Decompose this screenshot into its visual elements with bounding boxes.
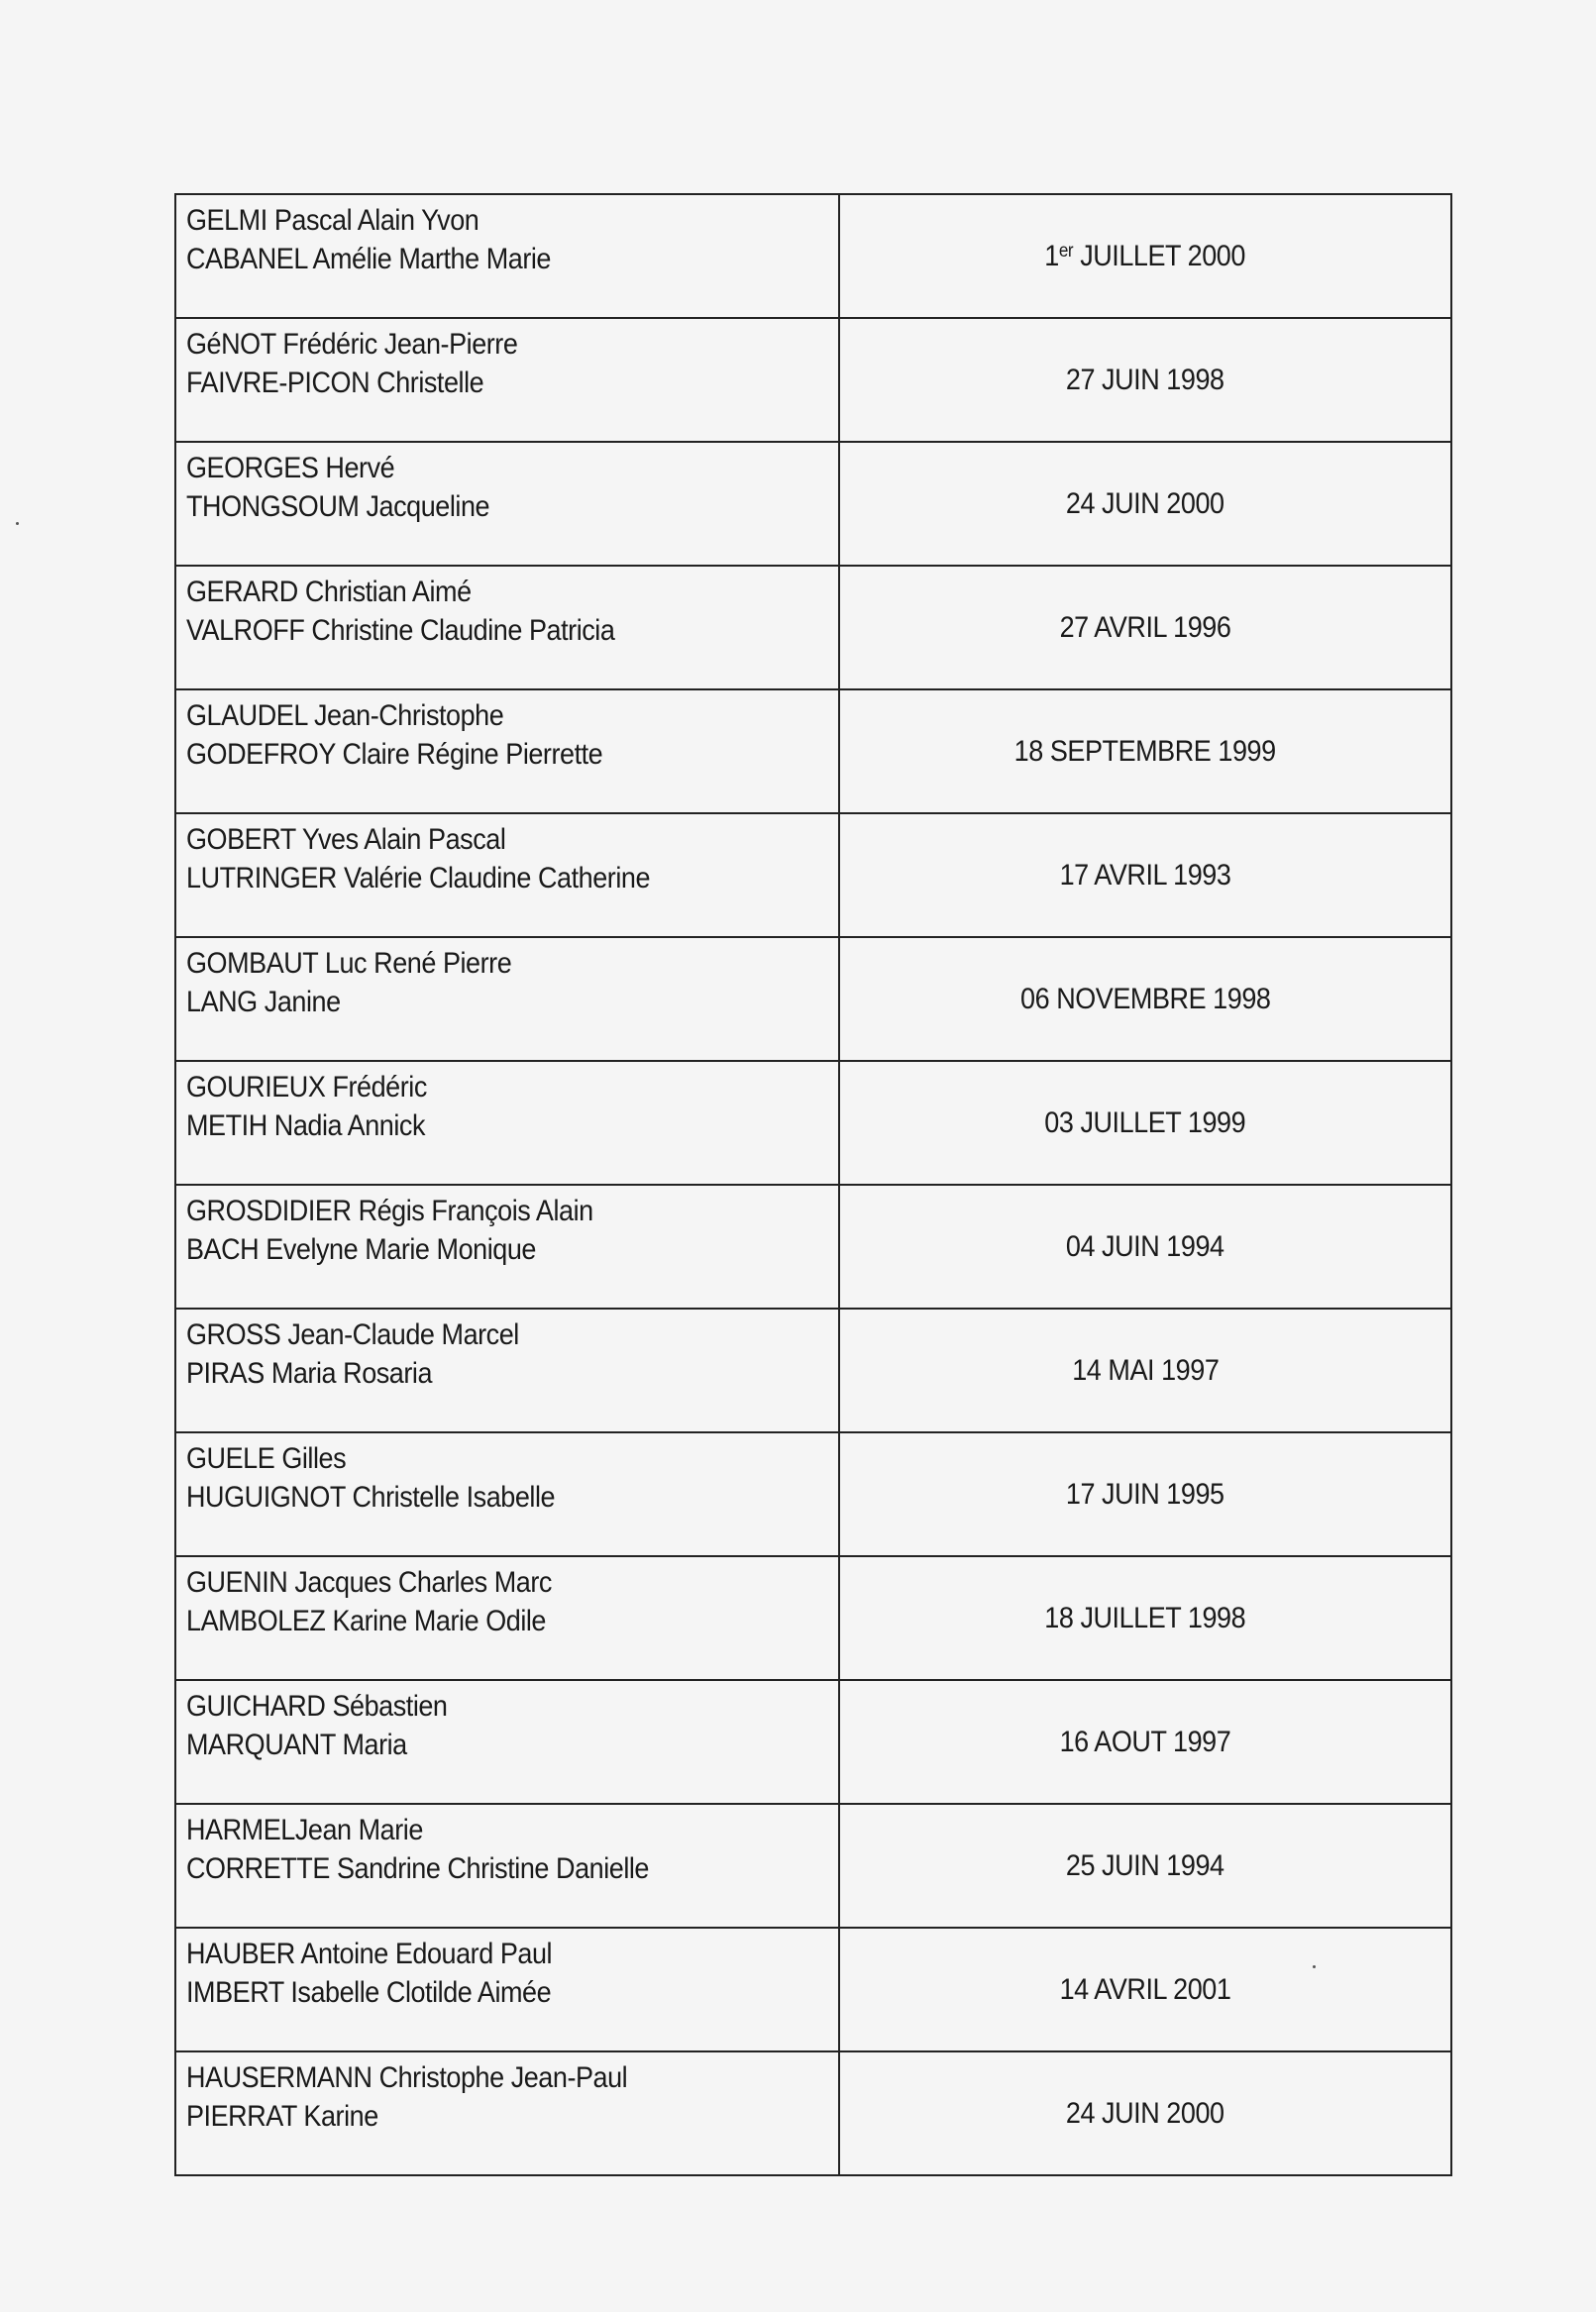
marriage-date bbox=[1066, 364, 1224, 397]
table-row bbox=[175, 194, 1451, 318]
date-ordinal-superscript: er bbox=[1059, 240, 1074, 262]
date-day-prefix: 1 bbox=[1044, 239, 1060, 272]
spouses-cell bbox=[175, 1804, 839, 1928]
husband-name: GELMI Pascal Alain Yvon bbox=[186, 204, 479, 237]
marriage-date bbox=[1066, 487, 1224, 521]
wife-name: LANG Janine bbox=[186, 986, 341, 1018]
marriage-date-cell bbox=[839, 1309, 1451, 1432]
wife-name: IMBERT Isabelle Clotilde Aimée bbox=[186, 1976, 552, 2009]
date-value: 27 AVRIL 1996 bbox=[1059, 610, 1231, 644]
husband-name: GLAUDEL Jean-Christophe bbox=[186, 699, 504, 732]
date-value: 04 JUIN 1994 bbox=[1066, 1229, 1224, 1263]
marriage-date bbox=[1066, 2097, 1224, 2131]
register-body bbox=[175, 194, 1451, 2175]
spouses-cell bbox=[175, 689, 839, 813]
wife-name: LUTRINGER Valérie Claudine Catherine bbox=[186, 862, 651, 894]
scan-speck bbox=[16, 522, 19, 525]
marriage-date bbox=[1066, 1478, 1224, 1512]
husband-name: GéNOT Frédéric Jean-Pierre bbox=[186, 328, 518, 361]
husband-name: GUELE Gilles bbox=[186, 1442, 347, 1475]
marriage-date-cell bbox=[839, 813, 1451, 937]
table-row bbox=[175, 1432, 1451, 1556]
wife-name: FAIVRE-PICON Christelle bbox=[186, 367, 484, 399]
date-value: 24 JUIN 2000 bbox=[1066, 486, 1224, 520]
table-row bbox=[175, 1061, 1451, 1185]
husband-name: GUENIN Jacques Charles Marc bbox=[186, 1566, 552, 1599]
husband-name: GUICHARD Sébastien bbox=[186, 1690, 448, 1723]
table-row bbox=[175, 318, 1451, 442]
marriage-date bbox=[1045, 1106, 1246, 1140]
date-value: JUILLET 2000 bbox=[1080, 239, 1246, 272]
spouses-cell bbox=[175, 1680, 839, 1804]
date-value: 18 JUILLET 1998 bbox=[1044, 1601, 1246, 1634]
marriage-date bbox=[1060, 1973, 1231, 2007]
wife-name: BACH Evelyne Marie Monique bbox=[186, 1233, 536, 1266]
wife-name: CORRETTE Sandrine Christine Danielle bbox=[186, 1852, 649, 1885]
marriage-date bbox=[1060, 1726, 1231, 1759]
date-value: 25 JUIN 1994 bbox=[1066, 1848, 1224, 1882]
spouses-cell bbox=[175, 813, 839, 937]
spouses-cell bbox=[175, 1556, 839, 1680]
table-row bbox=[175, 1680, 1451, 1804]
husband-name: GROSS Jean-Claude Marcel bbox=[186, 1318, 519, 1351]
marriage-date-cell bbox=[839, 1185, 1451, 1309]
table-row bbox=[175, 442, 1451, 566]
spouses-cell bbox=[175, 2051, 839, 2175]
date-value: 18 SEPTEMBRE 1999 bbox=[1013, 734, 1276, 768]
date-value: 27 JUIN 1998 bbox=[1066, 363, 1224, 396]
table-row bbox=[175, 689, 1451, 813]
spouses-cell bbox=[175, 442, 839, 566]
marriage-date-cell bbox=[839, 1556, 1451, 1680]
spouses-cell bbox=[175, 318, 839, 442]
marriage-date-cell bbox=[839, 318, 1451, 442]
wife-name: PIERRAT Karine bbox=[186, 2100, 378, 2133]
date-value: 14 MAI 1997 bbox=[1071, 1353, 1220, 1387]
husband-name: GROSDIDIER Régis François Alain bbox=[186, 1195, 593, 1227]
marriage-date-cell bbox=[839, 194, 1451, 318]
marriage-date bbox=[1060, 859, 1231, 893]
spouses-cell bbox=[175, 1061, 839, 1185]
wife-name: LAMBOLEZ Karine Marie Odile bbox=[186, 1605, 546, 1637]
marriage-date-cell bbox=[839, 1804, 1451, 1928]
table-row bbox=[175, 937, 1451, 1061]
spouses-cell bbox=[175, 1185, 839, 1309]
marriage-date bbox=[1045, 240, 1246, 273]
husband-name: HARMELJean Marie bbox=[186, 1814, 423, 1846]
marriage-date bbox=[1066, 1849, 1224, 1883]
table-row bbox=[175, 1804, 1451, 1928]
husband-name: HAUBER Antoine Edouard Paul bbox=[186, 1938, 553, 1970]
wife-name: HUGUIGNOT Christelle Isabelle bbox=[186, 1481, 556, 1514]
marriage-date bbox=[1020, 983, 1270, 1016]
wife-name: PIRAS Maria Rosaria bbox=[186, 1357, 433, 1390]
table-row bbox=[175, 1928, 1451, 2051]
spouses-cell bbox=[175, 1928, 839, 2051]
husband-name: GEORGES Hervé bbox=[186, 452, 395, 484]
husband-name: GOMBAUT Luc René Pierre bbox=[186, 947, 512, 980]
marriage-date bbox=[1014, 735, 1276, 769]
table-row bbox=[175, 566, 1451, 689]
marriage-date bbox=[1066, 1230, 1224, 1264]
date-value: 17 JUIN 1995 bbox=[1066, 1477, 1224, 1511]
table-row bbox=[175, 1556, 1451, 1680]
marriage-date-cell bbox=[839, 566, 1451, 689]
husband-name: HAUSERMANN Christophe Jean-Paul bbox=[186, 2061, 628, 2094]
spouses-cell bbox=[175, 937, 839, 1061]
marriage-date bbox=[1072, 1354, 1219, 1388]
marriage-date-cell bbox=[839, 1432, 1451, 1556]
spouses-cell bbox=[175, 194, 839, 318]
marriage-date-cell bbox=[839, 689, 1451, 813]
marriage-date-cell bbox=[839, 1061, 1451, 1185]
date-value: 16 AOUT 1997 bbox=[1059, 1725, 1231, 1758]
date-value: 06 NOVEMBRE 1998 bbox=[1019, 982, 1271, 1015]
wife-name: VALROFF Christine Claudine Patricia bbox=[186, 614, 615, 647]
husband-name: GERARD Christian Aimé bbox=[186, 576, 472, 608]
date-value: 03 JUILLET 1999 bbox=[1044, 1105, 1246, 1139]
spouses-cell bbox=[175, 566, 839, 689]
wife-name: GODEFROY Claire Régine Pierrette bbox=[186, 738, 603, 771]
husband-name: GOURIEUX Frédéric bbox=[186, 1071, 427, 1103]
date-value: 17 AVRIL 1993 bbox=[1059, 858, 1231, 892]
table-row bbox=[175, 2051, 1451, 2175]
table-row bbox=[175, 813, 1451, 937]
marriage-date-cell bbox=[839, 937, 1451, 1061]
wife-name: MARQUANT Maria bbox=[186, 1729, 407, 1761]
table-row bbox=[175, 1309, 1451, 1432]
date-value: 24 JUIN 2000 bbox=[1066, 2096, 1224, 2130]
table-row bbox=[175, 1185, 1451, 1309]
wife-name: THONGSOUM Jacqueline bbox=[186, 490, 490, 523]
wife-name: CABANEL Amélie Marthe Marie bbox=[186, 243, 551, 275]
marriage-date bbox=[1060, 611, 1231, 645]
husband-name: GOBERT Yves Alain Pascal bbox=[186, 823, 506, 856]
marriage-date-cell bbox=[839, 2051, 1451, 2175]
date-value: 14 AVRIL 2001 bbox=[1059, 1972, 1231, 2006]
marriage-date bbox=[1045, 1602, 1246, 1635]
spouses-cell bbox=[175, 1309, 839, 1432]
marriage-date-cell bbox=[839, 1680, 1451, 1804]
marriage-register-table bbox=[174, 193, 1452, 2176]
marriage-date-cell bbox=[839, 442, 1451, 566]
marriage-date-cell bbox=[839, 1928, 1451, 2051]
spouses-cell bbox=[175, 1432, 839, 1556]
wife-name: METIH Nadia Annick bbox=[186, 1109, 426, 1142]
